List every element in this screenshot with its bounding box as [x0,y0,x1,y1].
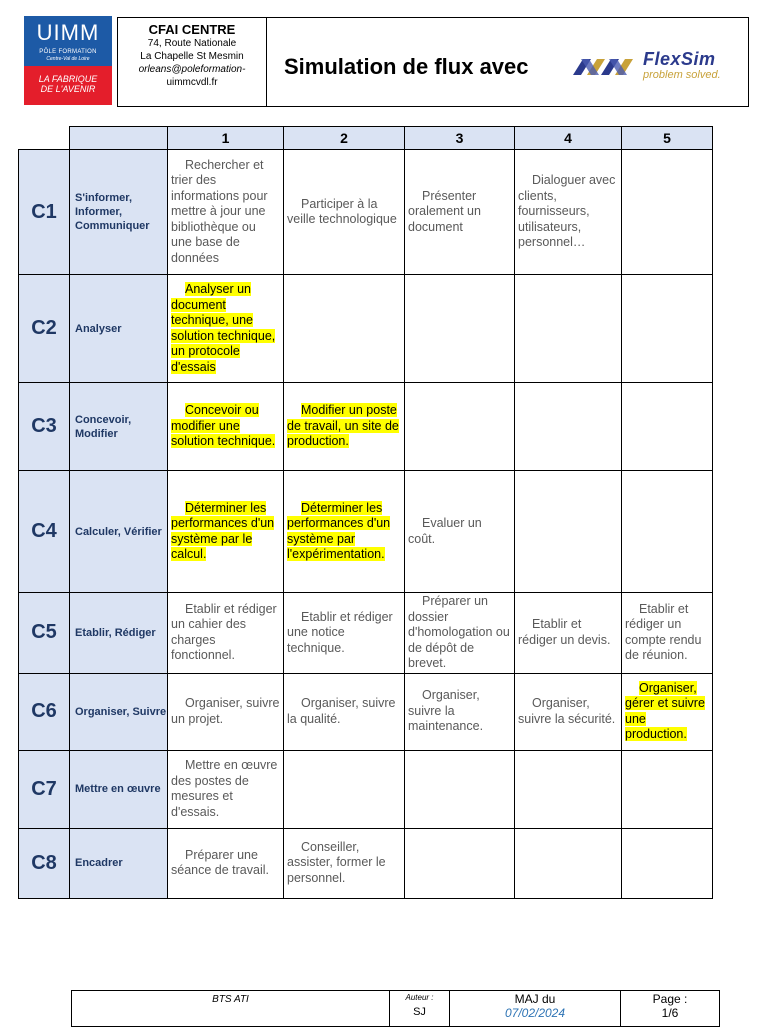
competency-cell [622,828,713,898]
footer-page [621,991,720,1027]
competency-label: Encadrer [70,828,168,898]
logo-name: UIMM [36,20,100,45]
competency-label: Organiser, Suivre [70,673,168,750]
cell-text: Conseiller, assister, former le personnel. [287,839,386,885]
cell-text: Etablir et rédiger un compte rendu de réunion. [625,601,702,663]
competency-code: C4 [19,471,70,593]
competency-cell [405,383,515,471]
footer-author-value: SJ [413,1006,426,1018]
competency-row [19,383,713,471]
competency-cell [168,275,284,383]
competency-label: Mettre en œuvre [70,750,168,828]
competency-cell [405,593,515,674]
corner-blank [19,127,70,150]
address-city: La Chapelle St Mesmin [140,51,244,62]
competency-cell [168,593,284,674]
competency-row [19,828,713,898]
competency-cell [405,150,515,275]
footer-table [71,990,720,1027]
cell-text: Organiser, suivre la maintenance. [408,688,484,734]
header-box [117,17,749,107]
logo-red-block [24,66,112,105]
competency-cell [515,383,622,471]
cell-text: Organiser, suivre un projet. [171,696,280,726]
cell-text: Evaluer un coût. [408,516,482,546]
competency-cell [622,750,713,828]
competency-row [19,275,713,383]
competency-code: C1 [19,150,70,275]
column-header-2: 2 [284,127,405,150]
highlighted-cell-text: Organiser, gérer et suivre une production. [625,680,705,741]
competency-cell [405,471,515,593]
competency-cell [515,150,622,275]
competency-cell [168,471,284,593]
competency-cell [284,593,405,674]
address-email-1: orleans@poleformation- [138,64,246,75]
column-header-3: 3 [405,127,515,150]
competency-cell [405,828,515,898]
cell-text: Présenter oralement un document [408,188,481,234]
competency-label: Etablir, Rédiger [70,593,168,674]
competency-cell [622,471,713,593]
competency-cell [405,750,515,828]
cell-text: Mettre en œuvre des postes de mesures et d'essais. [171,758,278,819]
competency-cell [284,750,405,828]
competency-row [19,471,713,593]
competency-cell [284,150,405,275]
competency-cell [515,673,622,750]
column-header-4: 4 [515,127,622,150]
competency-row [19,673,713,750]
flexsim-tagline: problem solved. [643,69,721,81]
competency-code: C2 [19,275,70,383]
cell-text: Organiser, suivre la qualité. [287,696,396,726]
competency-table [18,126,713,899]
competency-cell [515,593,622,674]
competency-row [19,150,713,275]
flexsim-chevron-icon [573,53,637,77]
footer-author-label: Auteur : [405,993,434,1002]
competency-cell [622,275,713,383]
uimm-logo [24,16,112,105]
column-header-1: 1 [168,127,284,150]
competency-cell [622,673,713,750]
competency-cell [284,673,405,750]
cell-text: Etablir et rédiger une notice technique. [287,609,393,655]
cell-text: Rechercher et trier des informations pour mettre à jour une bibliothèque ou une base de données [171,157,268,265]
logo-tagline-2: DE L'AVENIR [40,84,96,94]
highlighted-cell-text: Déterminer les performances d'un système par le calcul. [171,500,275,561]
address-email-2: uimmcvdl.fr [166,77,218,88]
footer-maj [450,991,621,1027]
competency-label: Calculer, Vérifier [70,471,168,593]
competency-row [19,750,713,828]
logo-tagline-1: LA FABRIQUE [38,74,98,84]
competency-cell [168,828,284,898]
competency-cell [284,828,405,898]
competency-label: S'informer, Informer, Communiquer [70,150,168,275]
competency-cell [622,150,713,275]
page-title: Simulation de flux avec [284,54,529,79]
highlighted-cell-text: Analyser un document technique, une solution technique, un protocole d'essais [171,282,276,374]
cell-text: Organiser, suivre la sécurité. [518,696,616,726]
competency-cell [405,673,515,750]
competency-label: Analyser [70,275,168,383]
highlighted-cell-text: Déterminer les performances d'un système par l'expérimentation. [287,500,391,561]
address-title: CFAI CENTRE [148,22,236,37]
competency-cell [622,593,713,674]
footer-page-label: Page : [652,992,688,1006]
highlighted-cell-text: Concevoir ou modifier une solution technique. [171,403,276,449]
flexsim-brand: FlexSim [643,49,716,69]
competency-cell [284,471,405,593]
footer-author [390,991,450,1027]
cell-text: Préparer une séance de travail. [171,847,269,877]
cell-text: Etablir et rédiger un cahier des charges fonctionnel. [171,601,277,663]
logo-line1: PÔLE FORMATION [39,49,97,55]
logo-blue-block [24,16,112,66]
competency-code: C6 [19,673,70,750]
competency-cell [515,828,622,898]
competency-cell [284,275,405,383]
footer-maj-label: MAJ du [514,992,556,1006]
footer-maj-date: 07/02/2024 [504,1006,566,1020]
competency-label: Concevoir, Modifier [70,383,168,471]
competency-cell [622,383,713,471]
address-block [118,18,267,106]
competency-cell [168,750,284,828]
competency-row [19,593,713,674]
footer-course: BTS ATI [72,991,390,1027]
column-header-5: 5 [622,127,713,150]
competency-cell [405,275,515,383]
competency-cell [284,383,405,471]
competency-cell [515,471,622,593]
cell-text: Etablir et rédiger un devis. [518,617,611,647]
competency-code: C5 [19,593,70,674]
competency-cell [168,383,284,471]
address-street: 74, Route Nationale [147,38,237,49]
footer-page-value: 1/6 [661,1006,679,1020]
column-header-row [19,127,713,150]
cell-text: Préparer un dossier d'homologation ou de dépôt de brevet. [408,594,510,670]
logo-line2: Centre-Val de Loire [46,56,90,62]
competency-code: C8 [19,828,70,898]
competency-code: C7 [19,750,70,828]
competency-cell [168,673,284,750]
cell-text: Participer à la veille technologique [287,196,397,226]
competency-cell [515,275,622,383]
competency-code: C3 [19,383,70,471]
highlighted-cell-text: Modifier un poste de travail, un site de production. [287,403,399,449]
cell-text: Dialoguer avec clients, fournisseurs, utilisateurs, personnel… [518,173,616,250]
header-label-blank [70,127,168,150]
competency-cell [515,750,622,828]
competency-cell [168,150,284,275]
